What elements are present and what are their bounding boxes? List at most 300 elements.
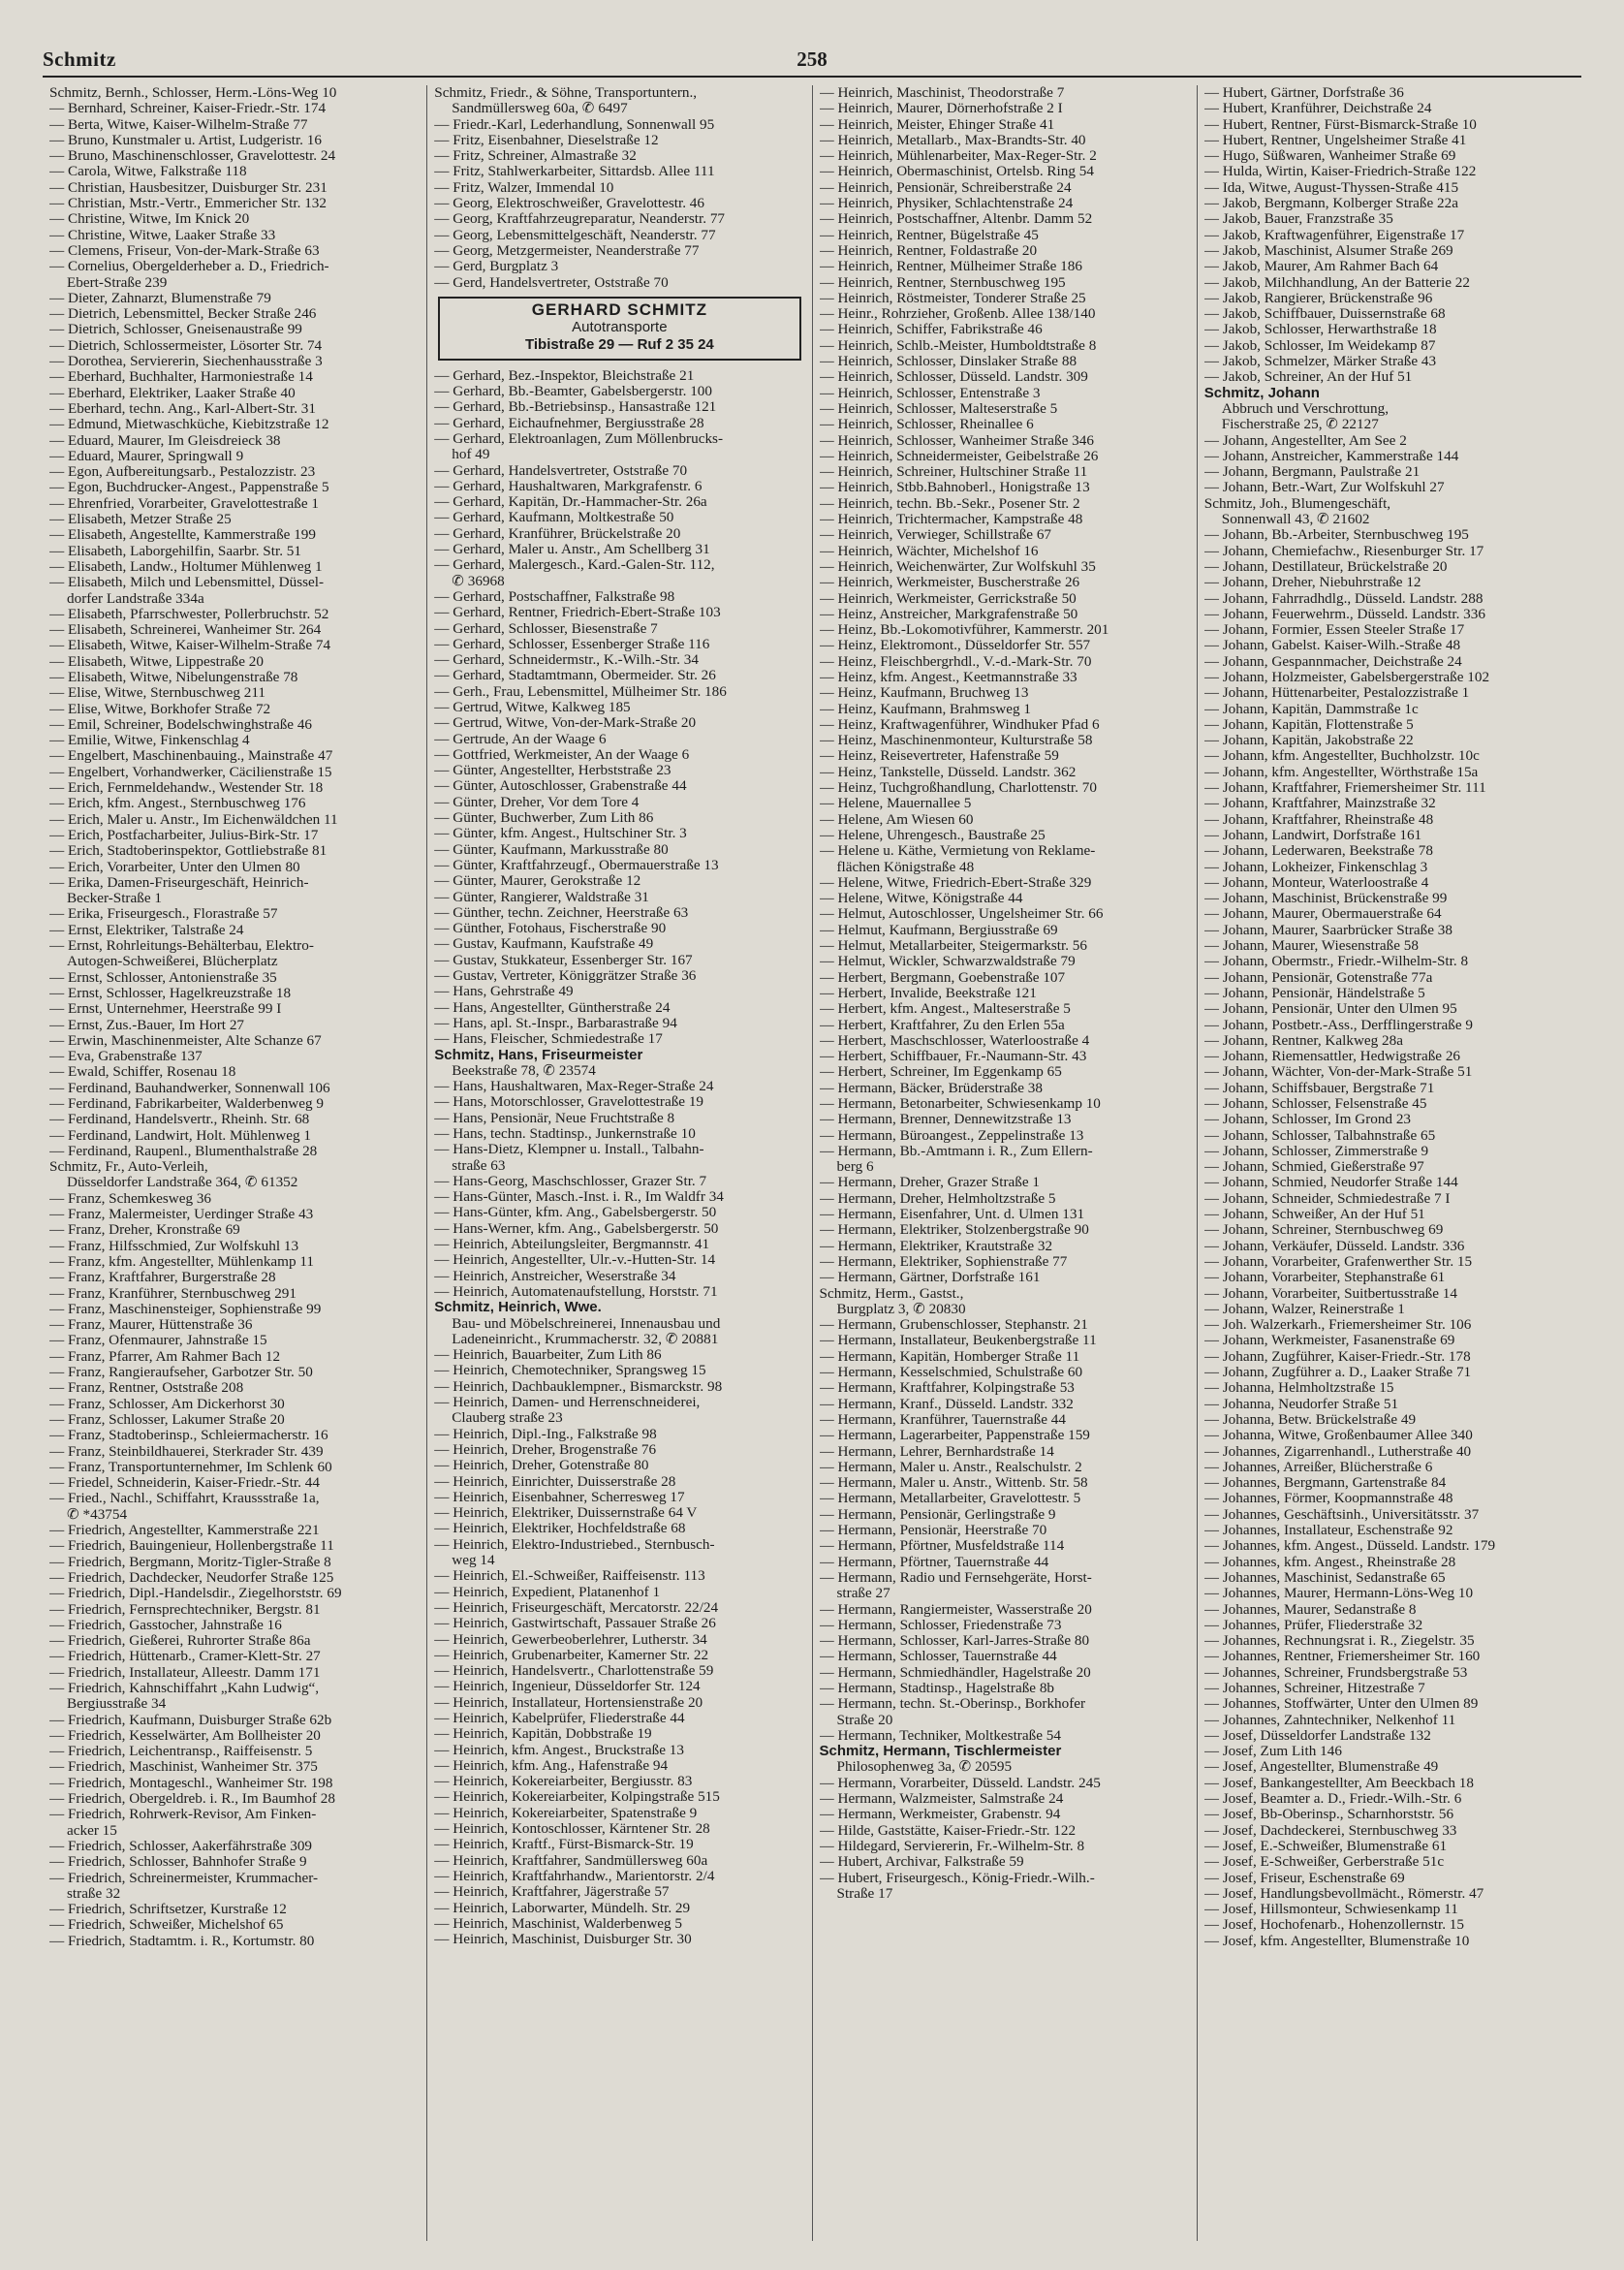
directory-entry: — Hildegard, Serviererin, Fr.-Wilhelm-Str. 8 [819, 1838, 1085, 1854]
directory-entry: — Friedrich, Bauingenieur, Hollenbergstraße 11 [49, 1538, 334, 1555]
directory-entry: — Herbert, Schreiner, Im Eggenkamp 65 [819, 1064, 1062, 1081]
directory-entry: — Hermann, Pensionär, Gerlingstraße 9 [819, 1506, 1056, 1523]
directory-entry: — Ernst, Elektriker, Talstraße 24 [49, 922, 244, 938]
directory-entry: — Johann, Maurer, Wiesenstraße 58 [1203, 938, 1419, 955]
directory-entry: — Ernst, Schlosser, Antonienstraße 35 [49, 969, 277, 986]
directory-entry: — Heinrich, Ingenieur, Düsseldorfer Str. 124 [434, 1679, 701, 1695]
directory-entry: — Heinz, Tankstelle, Düsseld. Landstr. 362 [819, 764, 1077, 780]
directory-entry: flächen Königstraße 48 [836, 859, 975, 875]
directory-entry: — Friedrich, Kahnschiffahrt „Kahn Ludwig“, [49, 1680, 320, 1696]
directory-entry: Ebert-Straße 239 [67, 274, 168, 291]
directory-heading: Schmitz, Hermann, Tischlermeister [819, 1744, 1062, 1760]
directory-entry: Düsseldorfer Landstraße 364, ✆ 61352 [67, 1175, 298, 1191]
advertisement-line: Autotransporte [572, 319, 668, 336]
directory-entry: — Eduard, Maurer, Springwall 9 [49, 448, 244, 464]
directory-entry: — Helene u. Käthe, Vermietung von Reklame- [819, 843, 1096, 860]
directory-entry: — Heinrich, Schlosser, Wanheimer Straße 346 [819, 432, 1094, 449]
directory-entry: — Johann, Vorarbeiter, Stephanstraße 61 [1203, 1270, 1446, 1286]
directory-entry: — Johann, Pensionär, Händelstraße 5 [1203, 985, 1425, 1001]
directory-entry: — Heinrich, techn. Bb.-Sekr., Posener Str. 2 [819, 495, 1080, 512]
directory-entry: Ladeneinricht., Krummacherstr. 32, ✆ 20881 [452, 1331, 719, 1347]
directory-entry: — Johann, Kraftfahrer, Mainzstraße 32 [1203, 796, 1436, 812]
directory-entry: — Georg, Metzgermeister, Neanderstraße 77 [434, 242, 700, 259]
directory-entry: — Johannes, Stoffwärter, Unter den Ulmen 89 [1203, 1696, 1479, 1713]
directory-entry: — Gerhard, Bez.-Inspektor, Bleichstraße 21 [434, 367, 695, 384]
directory-entry: — Jakob, Bauer, Franzstraße 35 [1203, 211, 1393, 228]
directory-entry: — Heinrich, Rentner, Mülheimer Straße 186 [819, 259, 1082, 275]
directory-entry: — Erich, Maler u. Anstr., Im Eichenwäldchen 11 [49, 811, 338, 828]
directory-entry: — Heinrich, Trichtermacher, Kampstraße 48 [819, 512, 1083, 528]
directory-entry: — Friedel, Schneiderin, Kaiser-Friedr.-Str. 44 [49, 1475, 320, 1492]
directory-entry: — Herbert, Invalide, Beekstraße 121 [819, 985, 1037, 1001]
directory-entry: — Emilie, Witwe, Finkenschlag 4 [49, 733, 250, 749]
directory-entry: — Heinz, Tuchgroßhandlung, Charlottenstr. 70 [819, 780, 1097, 797]
directory-entry: — Franz, Kraftfahrer, Burgerstraße 28 [49, 1270, 276, 1286]
directory-entry: — Jakob, Bergmann, Kolberger Straße 22a [1203, 196, 1458, 212]
directory-entry: — Johann, Betr.-Wart, Zur Wolfskuhl 27 [1203, 480, 1445, 496]
directory-entry: — Bruno, Maschinenschlosser, Gravelottestr. 24 [49, 148, 336, 165]
directory-entry: — Heinrich, Pensionär, Schreiberstraße 24 [819, 179, 1072, 196]
directory-entry: — Hubert, Rentner, Ungelsheimer Straße 41 [1203, 132, 1467, 148]
directory-entry: — Hans-Werner, kfm. Ang., Gabelsbergerstr. 50 [434, 1220, 719, 1237]
directory-entry: — Hermann, Elektriker, Sophienstraße 77 [819, 1253, 1068, 1270]
directory-entry: — Johannes, Installateur, Eschenstraße 92 [1203, 1523, 1453, 1539]
directory-entry: straße 32 [67, 1885, 121, 1902]
directory-entry: — Heinrich, Kabelprüfer, Fliederstraße 44 [434, 1710, 685, 1726]
directory-entry: — Franz, Ofenmaurer, Jahnstraße 15 [49, 1333, 267, 1349]
directory-entry: — Hermann, Pförtner, Tauernstraße 44 [819, 1554, 1049, 1570]
directory-entry: straße 63 [452, 1157, 506, 1174]
directory-entry: — Heinrich, Schlosser, Rheinallee 6 [819, 417, 1034, 433]
directory-entry: — Johann, Werkmeister, Fasanenstraße 69 [1203, 1333, 1455, 1349]
directory-entry: — Josef, Bankangestellter, Am Beeckbach 18 [1203, 1775, 1474, 1791]
directory-entry: — Josef, Hochofenarb., Hohenzollernstr. 15 [1203, 1917, 1464, 1934]
directory-entry: — Jakob, Schmelzer, Märker Straße 43 [1203, 354, 1437, 370]
directory-entry: — Herbert, Bergmann, Goebenstraße 107 [819, 969, 1066, 986]
directory-entry: — Dorothea, Serviererin, Siechenhausstraße 3 [49, 354, 323, 370]
directory-entry: — Johann, Formier, Essen Steeler Straße 17 [1203, 622, 1465, 639]
directory-entry: — Emil, Schreiner, Bodelschwinghstraße 46 [49, 716, 313, 733]
directory-columns [43, 85, 1581, 2241]
directory-entry: — Georg, Lebensmittelgeschäft, Neanderstr. 77 [434, 227, 716, 243]
directory-entry: — Johann, Lokheizer, Finkenschlag 3 [1203, 859, 1428, 875]
directory-entry: — Heinrich, Werkmeister, Gerrickstraße 50 [819, 590, 1077, 607]
directory-entry: — Johannes, Rechnungsrat i. R., Ziegelstr. 35 [1203, 1633, 1475, 1650]
directory-entry: — Johannes, Bergmann, Gartenstraße 84 [1203, 1475, 1447, 1492]
directory-entry: — Eva, Grabenstraße 137 [49, 1049, 203, 1065]
directory-entry: — Johann, Angestellter, Am See 2 [1203, 432, 1407, 449]
directory-entry: — Franz, Schemkesweg 36 [49, 1190, 212, 1207]
directory-entry: — Herbert, Maschschlosser, Waterloostraße 4 [819, 1032, 1090, 1049]
directory-entry: — Johann, Schiffsbauer, Bergstraße 71 [1203, 1080, 1435, 1096]
directory-entry: — Johanna, Betw. Brückelstraße 49 [1203, 1411, 1417, 1428]
directory-entry: — Hermann, Kapitän, Homberger Straße 11 [819, 1348, 1080, 1365]
directory-entry: Straße 20 [836, 1712, 893, 1728]
directory-entry: — Johann, Wächter, Von-der-Mark-Straße 51 [1203, 1064, 1473, 1081]
advertisement-name: GERHARD SCHMITZ [531, 300, 707, 319]
directory-entry: — Johann, Kapitän, Jakobstraße 22 [1203, 733, 1414, 749]
directory-entry: — Elisabeth, Metzer Straße 25 [49, 512, 232, 528]
directory-entry: — Johannes, Maurer, Sedanstraße 8 [1203, 1601, 1417, 1618]
directory-entry: — Friedrich, Rohrwerk-Revisor, Am Finken- [49, 1807, 317, 1823]
directory-entry: — Bernhard, Schreiner, Kaiser-Friedr.-Str. 174 [49, 101, 327, 117]
directory-entry: — Günter, Kaufmann, Markusstraße 80 [434, 841, 669, 858]
directory-entry: — Hans, Motorschlosser, Gravelottestraße 19 [434, 1094, 704, 1111]
directory-entry: — Hermann, Kranführer, Tauernstraße 44 [819, 1411, 1066, 1428]
directory-entry: — Ferdinand, Raupenl., Blumenthalstraße 28 [49, 1143, 318, 1159]
directory-entry: Burgplatz 3, ✆ 20830 [836, 1301, 966, 1317]
directory-entry: — Johann, Maurer, Obermauerstraße 64 [1203, 906, 1442, 923]
directory-entry: — Heinrich, Meister, Ehinger Straße 41 [819, 116, 1055, 133]
directory-entry: — Gerhard, Kapitän, Dr.-Hammacher-Str. 26a [434, 494, 707, 511]
directory-entry: — Friedrich, Schlosser, Bahnhofer Straße 9 [49, 1854, 307, 1871]
directory-entry: — Heinz, Fleischbergrhdl., V.-d.-Mark-Str. 70 [819, 653, 1092, 670]
directory-entry: — Heinrich, Postschaffner, Altenbr. Damm 52 [819, 211, 1093, 228]
directory-entry: — Johann, Gespannmacher, Deichstraße 24 [1203, 653, 1462, 670]
directory-entry: — Hermann, Brenner, Dennewitzstraße 13 [819, 1112, 1072, 1128]
directory-entry: — Johannes, Förmer, Koopmannstraße 48 [1203, 1491, 1453, 1507]
directory-entry: — Gerhard, Kranführer, Brückelstraße 20 [434, 525, 681, 542]
directory-entry: — Günther, techn. Zeichner, Heerstraße 63 [434, 904, 689, 921]
directory-entry: — Johann, Dreher, Niebuhrstraße 12 [1203, 575, 1421, 591]
directory-entry: Philosophenweg 3a, ✆ 20595 [836, 1759, 1013, 1776]
directory-entry: — Franz, kfm. Angestellter, Mühlenkamp 11 [49, 1253, 314, 1270]
directory-entry: — Gerhard, Kaufmann, Moltkestraße 50 [434, 510, 674, 526]
directory-entry: — Johann, Chemiefachw., Riesenburger Str. 17 [1203, 543, 1484, 559]
directory-entry: — Bruno, Kunstmaler u. Artist, Ludgeristr. 16 [49, 132, 322, 148]
directory-entry: — Franz, Maurer, Hüttenstraße 36 [49, 1317, 253, 1334]
directory-entry: — Johann, Pensionär, Unter den Ulmen 95 [1203, 1001, 1457, 1018]
directory-entry: — Friedrich, Leichentransp., Raiffeisenstr. 5 [49, 1744, 313, 1760]
directory-entry: — Heinrich, Installateur, Hortensienstraße 20 [434, 1694, 703, 1711]
directory-entry: — Hermann, Pensionär, Heerstraße 70 [819, 1523, 1047, 1539]
directory-entry: — Heinrich, Anstreicher, Weserstraße 34 [434, 1268, 676, 1284]
directory-entry: — Fritz, Eisenbahner, Dieselstraße 12 [434, 132, 659, 148]
directory-entry: — Johann, Landwirt, Dorfstraße 161 [1203, 827, 1422, 843]
directory-entry: — Hermann, Techniker, Moltkestraße 54 [819, 1727, 1061, 1744]
directory-entry: — Elisabeth, Milch und Lebensmittel, Düssel- [49, 575, 325, 591]
directory-entry: — Heinrich, Maschinist, Theodorstraße 7 [819, 85, 1065, 101]
directory-entry: — Heinrich, El.-Schweißer, Raiffeisenstr. 113 [434, 1568, 705, 1585]
directory-entry: — Johann, Walzer, Reinerstraße 1 [1203, 1301, 1405, 1317]
directory-entry: ✆ 36968 [452, 573, 505, 589]
directory-entry: — Franz, Maschinensteiger, Sophienstraße 99 [49, 1301, 322, 1317]
directory-entry: — Heinrich, Dachbauklempner., Bismarckstr. 98 [434, 1378, 723, 1395]
directory-entry: — Gustav, Vertreter, Königgrätzer Straße 36 [434, 968, 697, 985]
directory-entry: — Heinrich, Elektro-Industriebed., Sternbusch- [434, 1536, 715, 1553]
directory-entry: — Gustav, Kaufmann, Kaufstraße 49 [434, 936, 654, 953]
directory-entry: — Friedr.-Karl, Lederhandlung, Sonnenwall 95 [434, 116, 715, 133]
directory-entry: — Hans-Georg, Maschschlosser, Grazer Str. 7 [434, 1173, 707, 1189]
directory-entry: — Heinrich, Dreher, Brogenstraße 76 [434, 1441, 657, 1458]
directory-entry: — Heinz, Kaufmann, Bruchweg 13 [819, 685, 1029, 702]
directory-entry: — Hermann, Maler u. Anstr., Realschulstr. 2 [819, 1459, 1082, 1475]
directory-entry: — Gertrud, Witwe, Kalkweg 185 [434, 699, 631, 715]
directory-entry: — Ernst, Rohrleitungs-Behälterbau, Elektro- [49, 938, 314, 955]
directory-entry: — Friedrich, Bergmann, Moritz-Tigler-Straße 8 [49, 1554, 331, 1570]
directory-entry: — Johann, kfm. Angestellter, Buchholzstr. 10c [1203, 748, 1480, 765]
directory-entry: — Jakob, Schlosser, Herwarthstraße 18 [1203, 322, 1437, 338]
directory-entry: — Johann, Schlosser, Im Grond 23 [1203, 1112, 1412, 1128]
directory-entry: — Gerhard, Bb.-Betriebsinsp., Hansastraße 121 [434, 399, 717, 416]
directory-entry: — Ernst, Unternehmer, Heerstraße 99 I [49, 1001, 282, 1018]
directory-entry: — Friedrich, Schriftsetzer, Kurstraße 12 [49, 1902, 287, 1918]
directory-entry: — Erika, Friseurgesch., Florastraße 57 [49, 906, 278, 923]
directory-entry: — Eberhard, techn. Ang., Karl-Albert-Str. 31 [49, 400, 316, 417]
directory-entry: — Hans, Pensionär, Neue Fruchtstraße 8 [434, 1110, 675, 1126]
directory-entry: — Heinrich, Abteilungsleiter, Bergmannstr. 41 [434, 1237, 710, 1253]
directory-entry: — Friedrich, Schweißer, Michelshof 65 [49, 1917, 284, 1934]
directory-entry: — Gerhard, Stadtamtmann, Obermeider. Str. 26 [434, 668, 716, 684]
directory-entry: Schmitz, Bernh., Schlosser, Herm.-Löns-Weg 10 [49, 85, 337, 101]
directory-entry: — Ernst, Zus.-Bauer, Im Hort 27 [49, 1017, 245, 1033]
directory-entry: — Johannes, Arreißer, Blücherstraße 6 [1203, 1459, 1433, 1475]
directory-entry: — Johann, Lederwaren, Beekstraße 78 [1203, 843, 1433, 860]
directory-entry: — Erich, kfm. Angest., Sternbuschweg 176 [49, 796, 306, 812]
directory-entry: — Johann, Zugführer, Kaiser-Friedr.-Str. 178 [1203, 1348, 1471, 1365]
running-head: Schmitz [43, 47, 116, 71]
directory-entry: dorfer Landstraße 334a [67, 590, 204, 607]
directory-entry: — Gerhard, Schlosser, Biesenstraße 7 [434, 620, 658, 637]
directory-entry: — Hermann, Installateur, Beukenbergstraße 11 [819, 1333, 1097, 1349]
directory-entry: — Johann, Pensionär, Gotenstraße 77a [1203, 969, 1433, 986]
directory-entry: — Günter, Buchwerber, Zum Lith 86 [434, 810, 654, 827]
directory-entry: — Heinz, Kaufmann, Brahmsweg 1 [819, 701, 1031, 717]
directory-entry: — Hermann, Dreher, Helmholtzstraße 5 [819, 1190, 1056, 1207]
directory-entry: — Heinrich, Kraftfahrer, Sandmüllersweg 60a [434, 1852, 708, 1869]
directory-entry: — Erich, Stadtoberinspektor, Gottliebstraße 81 [49, 843, 328, 860]
directory-entry: Beekstraße 78, ✆ 23574 [452, 1062, 596, 1079]
directory-entry: — Dietrich, Lebensmittel, Becker Straße 246 [49, 306, 317, 323]
directory-entry: — Johann, Schlosser, Felsenstraße 45 [1203, 1096, 1427, 1112]
directory-entry: — Dietrich, Schlosser, Gneisenaustraße 99 [49, 322, 302, 338]
directory-entry: — Heinz, Bb.-Lokomotivführer, Kammerstr. 201 [819, 622, 1109, 639]
directory-entry: — Heinrich, Friseurgeschäft, Mercatorstr. 22/24 [434, 1599, 719, 1616]
directory-entry: — Heinz, Anstreicher, Markgrafenstraße 50 [819, 606, 1078, 622]
directory-entry: — Elisabeth, Laborgehilfin, Saarbr. Str. 51 [49, 543, 301, 559]
directory-entry: — Hermann, Betonarbeiter, Schwiesenkamp 10 [819, 1096, 1101, 1112]
directory-entry: — Friedrich, Stadtamtm. i. R., Kortumstr. 80 [49, 1933, 315, 1949]
directory-entry: Straße 17 [836, 1885, 893, 1902]
directory-entry: — Heinrich, Gewerbeoberlehrer, Lutherstr. 34 [434, 1631, 707, 1648]
directory-entry: — Hans-Günter, Masch.-Inst. i. R., Im Waldfr 34 [434, 1189, 724, 1206]
directory-entry: — Helmut, Metallarbeiter, Steigermarkstr. 56 [819, 938, 1087, 955]
directory-entry: — Heinrich, Automatenaufstellung, Horststr. 71 [434, 1283, 718, 1300]
directory-entry: — Fried., Nachl., Schiffahrt, Kraussstraße 1a, [49, 1491, 320, 1507]
directory-entry: — Johannes, Rentner, Friemersheimer Str. 160 [1203, 1649, 1481, 1665]
directory-entry: — Josef, Hillsmonteur, Schwiesenkamp 11 [1203, 1902, 1458, 1918]
directory-entry: — Elisabeth, Landw., Holtumer Mühlenweg 1 [49, 558, 323, 575]
directory-entry: — Hermann, Schlosser, Friedenstraße 73 [819, 1617, 1062, 1633]
directory-entry: — Günter, Autoschlosser, Grabenstraße 44 [434, 778, 687, 795]
directory-entry: — Heinrich, Kapitän, Dobbstraße 19 [434, 1726, 652, 1743]
directory-entry: — Gerhard, Elektroanlagen, Zum Möllenbrucks- [434, 430, 724, 447]
directory-entry: — Johann, Monteur, Waterloostraße 4 [1203, 874, 1429, 891]
directory-entry: — Cornelius, Obergelderheber a. D., Friedrich- [49, 259, 329, 275]
directory-entry: Abbruch und Verschrottung, [1221, 400, 1389, 417]
directory-entry: — Franz, Rangieraufseher, Garbotzer Str. 50 [49, 1365, 313, 1381]
directory-entry: — Hermann, Elektriker, Stolzenbergstraße 90 [819, 1222, 1089, 1239]
directory-entry: — Hermann, Schlosser, Karl-Jarres-Straße 80 [819, 1633, 1090, 1650]
directory-entry: — Hans, techn. Stadtinsp., Junkernstraße 10 [434, 1126, 696, 1142]
directory-entry: — Hulda, Wirtin, Kaiser-Friedrich-Straße 122 [1203, 164, 1477, 180]
directory-entry: — Johann, Kraftfahrer, Friemersheimer Str. 111 [1203, 780, 1486, 797]
directory-entry: — Josef, Bb-Oberinsp., Scharnhorststr. 56 [1203, 1807, 1454, 1823]
directory-entry: — Helmut, Kaufmann, Bergiusstraße 69 [819, 922, 1058, 938]
directory-entry: — Friedrich, Schreinermeister, Krummacher- [49, 1870, 319, 1886]
directory-entry: — Christine, Witwe, Im Knick 20 [49, 211, 250, 228]
directory-entry: — Jakob, Schlosser, Im Weidekamp 87 [1203, 337, 1436, 354]
directory-entry: — Georg, Elektroschweißer, Gravelottestr. 46 [434, 196, 704, 212]
page-number: 258 [796, 47, 828, 71]
directory-entry: — Jakob, Schiffbauer, Duissernstraße 68 [1203, 306, 1446, 323]
directory-entry: — Gerd, Burgplatz 3 [434, 259, 559, 275]
directory-entry: — Heinrich, Schlosser, Dinslaker Straße 88 [819, 354, 1077, 370]
directory-entry: — Günter, Angestellter, Herbststraße 23 [434, 763, 671, 779]
directory-entry: — Heinrich, Kraftfahrer, Jägerstraße 57 [434, 1884, 670, 1901]
directory-heading: Schmitz, Hans, Friseurmeister [434, 1047, 643, 1063]
directory-entry: — Berta, Witwe, Kaiser-Wilhelm-Straße 77 [49, 116, 308, 133]
directory-entry: — Gerhard, Handelsvertreter, Oststraße 70 [434, 462, 688, 479]
directory-entry: — Ida, Witwe, August-Thyssen-Straße 415 [1203, 179, 1459, 196]
directory-entry: — Heinrich, Grubenarbeiter, Kamerner Str. 22 [434, 1647, 709, 1663]
directory-entry: — Johann, Gabelst. Kaiser-Wilh.-Straße 48 [1203, 638, 1461, 654]
directory-entry: Schmitz, Joh., Blumengeschäft, [1203, 495, 1391, 512]
directory-entry: — Hilde, Gaststätte, Kaiser-Friedr.-Str. 122 [819, 1822, 1077, 1839]
directory-entry: — Heinrich, Kokereiarbeiter, Kolpingstraße 515 [434, 1789, 720, 1806]
directory-entry: — Gerhard, Eichaufnehmer, Bergiusstraße 28 [434, 415, 704, 431]
directory-entry: — Heinrich, Gastwirtschaft, Passauer Straße 26 [434, 1616, 716, 1632]
directory-entry: — Helene, Am Wiesen 60 [819, 811, 974, 828]
directory-entry: — Hermann, Büroangest., Zeppelinstraße 13 [819, 1127, 1084, 1144]
directory-entry: — Christian, Mstr.-Vertr., Emmericher Str. 132 [49, 196, 327, 212]
directory-entry: — Josef, Zum Lith 146 [1203, 1744, 1342, 1760]
directory-entry: — Helmut, Autoschlosser, Ungelsheimer Str. 66 [819, 906, 1104, 923]
directory-entry: — Dietrich, Schlossermeister, Lösorter Str. 74 [49, 337, 323, 354]
directory-entry: — Heinrich, Dipl.-Ing., Falkstraße 98 [434, 1426, 657, 1442]
directory-entry: — Heinrich, Maschinist, Duisburger Str. 30 [434, 1932, 692, 1948]
directory-entry: Sandmüllersweg 60a, ✆ 6497 [452, 101, 628, 117]
directory-entry: — Jakob, Kraftwagenführer, Eigenstraße 17 [1203, 227, 1465, 243]
directory-entry: — Heinrich, Schneidermeister, Geibelstraße 26 [819, 448, 1099, 464]
directory-entry: — Hermann, Metallarbeiter, Gravelottestr. 5 [819, 1491, 1081, 1507]
directory-entry: — Friedrich, Gasstocher, Jahnstraße 16 [49, 1617, 282, 1633]
directory-entry: — Friedrich, Maschinist, Wanheimer Str. 375 [49, 1759, 318, 1776]
directory-entry: — Franz, Steinbildhauerei, Sterkrader Str. 439 [49, 1443, 324, 1460]
directory-entry: — Heinrich, Kokereiarbeiter, Spatenstraße 9 [434, 1805, 698, 1821]
directory-heading: Schmitz, Johann [1203, 385, 1320, 401]
directory-entry: — Helene, Witwe, Friedrich-Ebert-Straße 329 [819, 874, 1092, 891]
directory-entry: — Johann, Anstreicher, Kammerstraße 144 [1203, 448, 1459, 464]
page-header [43, 43, 1581, 78]
directory-entry: — Elisabeth, Pfarrschwester, Pollerbruchstr. 52 [49, 606, 329, 622]
directory-entry: — Johann, Fahrradhdlg., Düsseld. Landstr. 288 [1203, 590, 1483, 607]
directory-entry: — Elisabeth, Witwe, Kaiser-Wilhelm-Straße 74 [49, 638, 331, 654]
directory-entry: — Heinz, kfm. Angest., Keetmannstraße 33 [819, 669, 1077, 685]
directory-entry: Bergiusstraße 34 [67, 1696, 167, 1713]
directory-entry: — Johann, Hüttenarbeiter, Pestalozzistraße 1 [1203, 685, 1470, 702]
directory-entry: — Johann, Kapitän, Flottenstraße 5 [1203, 716, 1414, 733]
directory-entry: — Josef, Düsseldorfer Landstraße 132 [1203, 1727, 1431, 1744]
directory-entry: — Franz, Kranführer, Sternbuschweg 291 [49, 1285, 297, 1302]
directory-entry: — Hermann, Rangiermeister, Wasserstraße 20 [819, 1601, 1092, 1618]
directory-entry: — Egon, Aufbereitungsarb., Pestalozzistr. 23 [49, 464, 316, 481]
directory-entry: — Johann, Zugführer a. D., Laaker Straße 71 [1203, 1365, 1472, 1381]
directory-entry: — Heinrich, Schreiner, Hultschiner Straße 11 [819, 464, 1088, 481]
directory-entry: — Johannes, Maurer, Hermann-Löns-Weg 10 [1203, 1586, 1474, 1602]
directory-entry: — Hubert, Gärtner, Dorfstraße 36 [1203, 85, 1404, 101]
directory-entry: straße 27 [836, 1586, 890, 1602]
directory-entry: — Friedrich, Gießerei, Ruhrorter Straße 86a [49, 1633, 311, 1650]
directory-entry: — Heinrich, Stbb.Bahnoberl., Honigstraße 13 [819, 480, 1090, 496]
directory-entry: — Johann, Riemensattler, Hedwigstraße 26 [1203, 1049, 1461, 1065]
directory-entry: — Günter, kfm. Angest., Hultschiner Str. 3 [434, 826, 687, 842]
directory-entry: — Christian, Hausbesitzer, Duisburger Str. 231 [49, 179, 328, 196]
directory-entry: berg 6 [836, 1159, 874, 1176]
directory-entry: — Friedrich, Angestellter, Kammerstraße 221 [49, 1523, 320, 1539]
directory-entry: — Johann, Schweißer, An der Huf 51 [1203, 1207, 1425, 1223]
directory-entry: — Fritz, Schreiner, Almastraße 32 [434, 148, 637, 165]
directory-entry: — Heinrich, Mühlenarbeiter, Max-Reger-Str. 2 [819, 148, 1097, 165]
directory-entry: — Hermann, Grubenschlosser, Stephanstr. 21 [819, 1317, 1088, 1334]
directory-entry: — Josef, E.-Schweißer, Blumenstraße 61 [1203, 1838, 1448, 1854]
directory-entry: Fischerstraße 25, ✆ 22127 [1221, 417, 1379, 433]
directory-entry: — Ferdinand, Landwirt, Holt. Mühlenweg 1 [49, 1127, 311, 1144]
directory-entry: — Engelbert, Vorhandwerker, Cäcilienstraße 15 [49, 764, 332, 780]
directory-entry: — Johann, Destillateur, Brückelstraße 20 [1203, 558, 1448, 575]
directory-entry: — Heinz, Maschinenmonteur, Kulturstraße 58 [819, 733, 1093, 749]
directory-entry: — Heinrich, kfm. Ang., Hafenstraße 94 [434, 1757, 669, 1774]
directory-entry: Clauberg straße 23 [452, 1410, 563, 1427]
directory-entry: — Johann, Schlosser, Talbahnstraße 65 [1203, 1127, 1436, 1144]
directory-entry: — Johann, Vorarbeiter, Suitbertusstraße 14 [1203, 1285, 1457, 1302]
directory-entry: Autogen-Schweißerei, Blücherplatz [67, 954, 278, 970]
directory-entry: — Johann, Feuerwehrm., Düsseld. Landstr. 336 [1203, 606, 1485, 622]
directory-entry: — Hermann, Werkmeister, Grabenstr. 94 [819, 1807, 1061, 1823]
directory-entry: — Johann, Bergmann, Paulstraße 21 [1203, 464, 1421, 481]
directory-entry: — Edmund, Mietwaschküche, Kiebitzstraße 12 [49, 417, 329, 433]
directory-entry: — Ernst, Schlosser, Hagelkreuzstraße 18 [49, 985, 292, 1001]
directory-entry: — Heinrich, Elektriker, Hochfeldstraße 68 [434, 1521, 686, 1537]
directory-entry: — Johann, Maurer, Saarbrücker Straße 38 [1203, 922, 1452, 938]
directory-entry: — Friedrich, Obergeldreb. i. R., Im Baumhof 28 [49, 1791, 335, 1808]
directory-entry: — Friedrich, Fernsprechtechniker, Bergstr. 81 [49, 1601, 321, 1618]
directory-entry: — Hermann, techn. St.-Oberinsp., Borkhofer [819, 1696, 1086, 1713]
directory-entry: — Elise, Witwe, Borkhofer Straße 72 [49, 701, 271, 717]
directory-entry: — Heinrich, Rentner, Foldastraße 20 [819, 242, 1038, 259]
directory-entry: — Johann, Schneider, Schmiedestraße 7 I [1203, 1190, 1451, 1207]
directory-entry: — Johann, Schreiner, Sternbuschweg 69 [1203, 1222, 1444, 1239]
directory-entry: — Dieter, Zahnarzt, Blumenstraße 79 [49, 290, 271, 306]
directory-entry: — Günter, Kraftfahrzeugf., Obermauerstraße 13 [434, 857, 719, 873]
directory-entry: — Franz, Stadtoberinsp., Schleiermacherstr. 16 [49, 1428, 328, 1444]
directory-entry: — Johanna, Helmholtzstraße 15 [1203, 1380, 1394, 1397]
directory-entry: — Hans, Gehrstraße 49 [434, 984, 574, 1000]
directory-entry: — Hermann, Lagerarbeiter, Pappenstraße 159 [819, 1428, 1090, 1444]
directory-entry: — Franz, Transportunternehmer, Im Schlenk 60 [49, 1459, 332, 1475]
directory-entry: — Johannes, kfm. Angest., Düsseld. Landstr. 179 [1203, 1538, 1496, 1555]
directory-entry: — Josef, Dachdeckerei, Sternbuschweg 33 [1203, 1822, 1457, 1839]
directory-entry: — Johannes, Schreiner, Hitzestraße 7 [1203, 1680, 1425, 1696]
directory-entry: — Josef, kfm. Angestellter, Blumenstraße 10 [1203, 1933, 1470, 1949]
directory-entry: — Hans, Angestellter, Güntherstraße 24 [434, 999, 671, 1016]
directory-entry: — Egon, Buchdrucker-Angest., Pappenstraße 5 [49, 480, 329, 496]
directory-entry: — Friedrich, Dachdecker, Neudorfer Straße 125 [49, 1569, 334, 1586]
directory-entry: — Heinrich, Elektriker, Duissernstraße 64 V [434, 1505, 698, 1522]
directory-entry: — Erika, Damen-Friseurgeschäft, Heinrich- [49, 874, 309, 891]
directory-entry: — Joh. Walzerkarh., Friemersheimer Str. 106 [1203, 1317, 1472, 1334]
directory-entry: — Johannes, Zahntechniker, Nelkenhof 11 [1203, 1712, 1456, 1728]
